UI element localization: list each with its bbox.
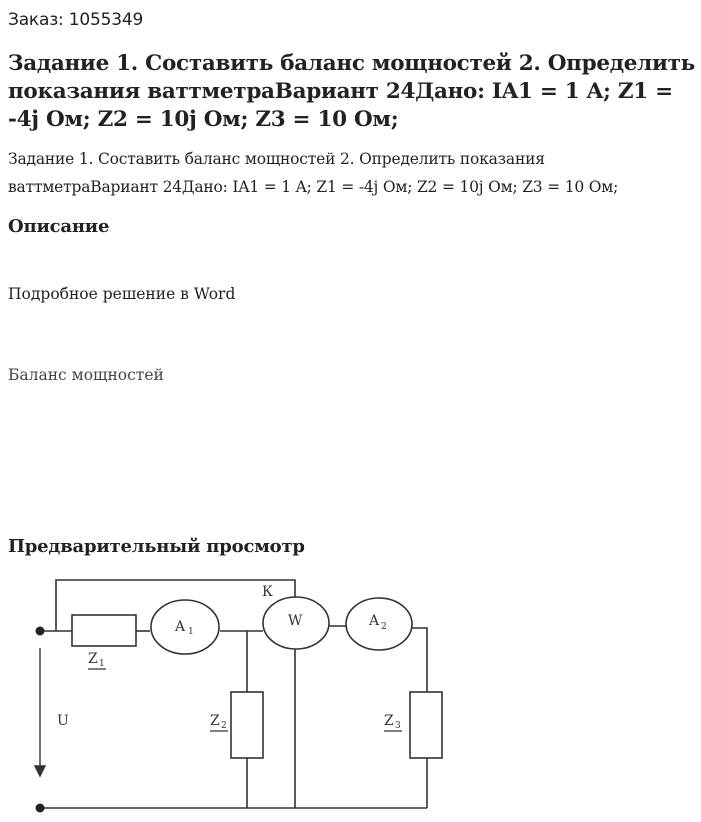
wattmeter-label: W (288, 613, 303, 629)
terminal-top (36, 627, 45, 636)
z3-label: Z (384, 713, 394, 729)
ammeter-a1-label: A (175, 619, 186, 635)
z3-resistor (410, 692, 442, 758)
ammeter-a1-sub: 1 (188, 627, 194, 637)
ammeter-a2-label: A (369, 613, 380, 629)
description-heading: Описание (8, 216, 110, 237)
z1-sub: 1 (99, 659, 105, 669)
task-summary: Задание 1. Составить баланс мощностей 2. Определить показания ваттметраВариант 24Дано: IA1 = 1 A; Z1 = -4j Ом; Z2 = 10j Ом; Z3 = 10 Ом; (8, 150, 619, 196)
voltage-arrow (35, 648, 45, 776)
circuit-diagram (0, 570, 701, 822)
voltage-label: U (57, 713, 69, 729)
terminal-bottom (36, 804, 45, 813)
z2-resistor (231, 692, 263, 758)
z3-sub: 3 (395, 721, 401, 731)
ammeter-a2-sub: 2 (381, 622, 387, 632)
page-title: Задание 1. Составить баланс мощностей 2. Определить показания ваттметраВариант 24Дано: IA1 = 1 A; Z1 = -4j Ом; Z2 = 10j Ом; Z3 = 10 Ом; (8, 51, 695, 132)
wire-a2-right (412, 628, 427, 692)
z2-label: Z (210, 713, 220, 729)
z1-resistor (72, 615, 136, 646)
z1-label: Z (88, 651, 98, 667)
order-number: Заказ: 1055349 (8, 10, 144, 30)
preview-heading: Предварительный просмотр (8, 536, 305, 557)
description-text: Подробное решение в Word (8, 285, 236, 303)
z2-sub: 2 (221, 721, 227, 731)
k-label: К (262, 584, 273, 600)
balance-text: Баланс мощностей (8, 366, 164, 384)
